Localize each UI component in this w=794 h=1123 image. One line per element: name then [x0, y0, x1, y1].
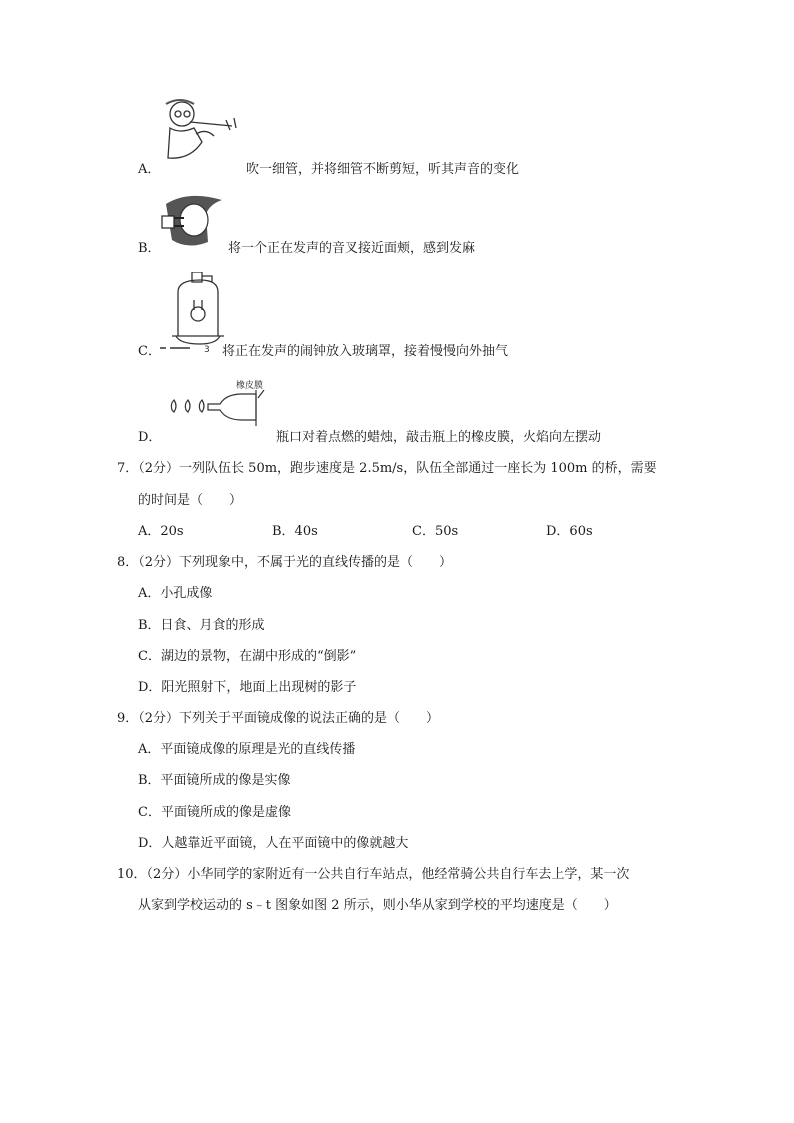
- q7-stem-line2: 的时间是（ ）: [138, 493, 243, 508]
- figure-d-label-rubber-membrane: 橡皮膜: [236, 381, 264, 391]
- q6-option-a-letter: A．: [138, 162, 161, 177]
- q9-option-a: A．平面镜成像的原理是光的直线传播: [138, 742, 356, 757]
- svg-text:3: 3: [204, 345, 210, 354]
- q6-option-d-letter: D．: [138, 430, 162, 445]
- q7-stem-line1: 7．（2分）一列队伍长 50m，跑步速度是 2.5m/s，队伍全部通过一座长为 100m 的桥，需要: [117, 461, 657, 476]
- q6-option-c-text: 将正在发声的闹钟放入玻璃罩，接着慢慢向外抽气: [222, 344, 509, 359]
- q9-option-d: D．人越靠近平面镜，人在平面镜中的像就越大: [138, 836, 409, 851]
- q8-option-a: A．小孔成像: [138, 586, 213, 601]
- q8-stem: 8．（2分）下列现象中，不属于光的直线传播的是（ ）: [117, 555, 453, 570]
- q6-option-d-text: 瓶口对着点燃的蜡烛，敲击瓶上的橡皮膜，火焰向左摆动: [276, 430, 602, 445]
- figure-tuning-fork-face: [158, 190, 228, 250]
- q8-option-b: B．日食、月食的形成: [138, 618, 265, 633]
- q7-option-d: D．60s: [546, 524, 593, 539]
- q8-option-c: C．湖边的景物，在湖中形成的“倒影”: [138, 649, 357, 664]
- q9-option-c: C．平面镜所成的像是虚像: [138, 805, 291, 820]
- q10-stem-line1: 10．（2分）小华同学的家附近有一公共自行车站点，他经常骑公共自行车去上学，某一次: [117, 867, 630, 882]
- q8-option-d: D．阳光照射下，地面上出现树的影子: [138, 680, 357, 695]
- figure-blowing-straw: [160, 98, 244, 164]
- q7-option-a: A．20s: [138, 524, 184, 539]
- q7-option-b: B．40s: [272, 524, 318, 539]
- q9-option-b: B．平面镜所成的像是实像: [138, 773, 291, 788]
- q7-option-c: C．50s: [412, 524, 459, 539]
- q9-stem: 9．（2分）下列关于平面镜成像的说法正确的是（ ）: [117, 711, 440, 726]
- q6-option-b-letter: B．: [138, 241, 161, 256]
- q6-option-c-letter: C．: [138, 344, 161, 359]
- figure-bell-jar: [160, 272, 224, 354]
- q6-option-b-text: 将一个正在发声的音叉接近面颊，感到发麻: [228, 241, 476, 256]
- q6-option-a-text: 吹一细管，并将细管不断剪短，听其声音的变化: [246, 162, 520, 177]
- q10-stem-line2: 从家到学校运动的 s﹣t 图象如图 2 所示，则小华从家到学校的平均速度是（ ）: [138, 898, 617, 913]
